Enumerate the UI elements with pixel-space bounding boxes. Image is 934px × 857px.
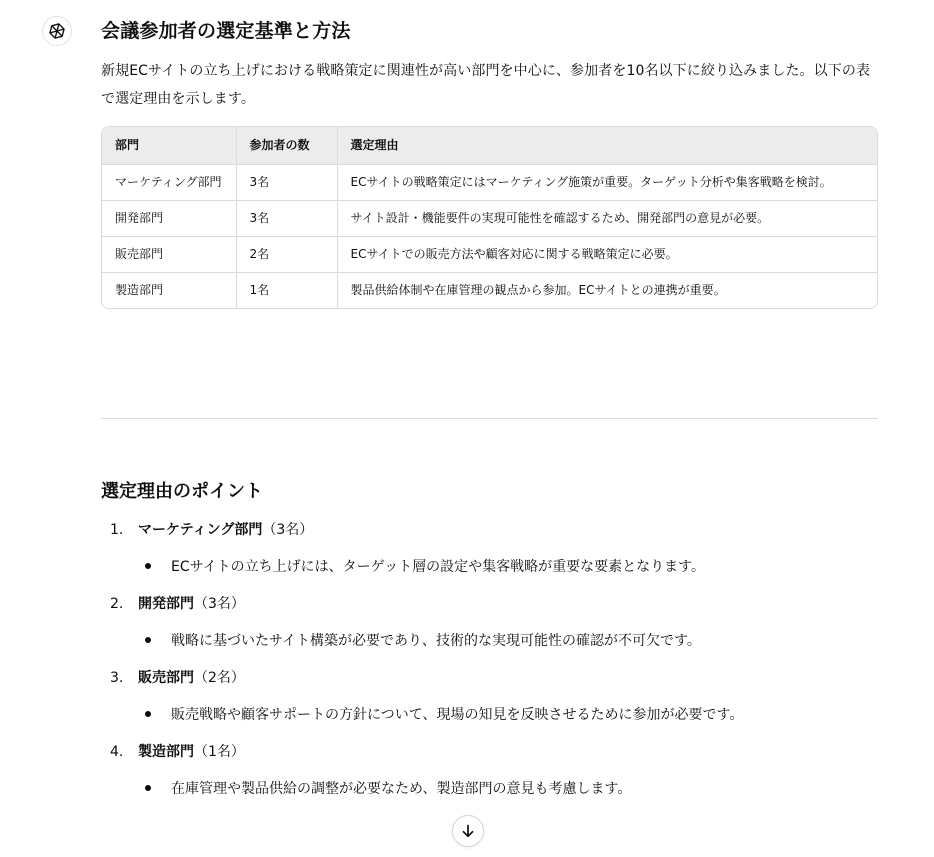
points-list — [101, 512, 878, 808]
item-detail: ECサイトの立ち上げには、ターゲット層の設定や集客戦略が重要な要素となります。 — [171, 559, 705, 575]
message-intro: 新規ECサイトの立ち上げにおける戦略策定に関連性が高い部門を中心に、参加者を10名以下に絞り込みました。以下の表で選定理由を示します。 — [101, 63, 871, 107]
table-row — [102, 165, 877, 201]
table-header-row — [102, 127, 877, 165]
scroll-to-bottom-button[interactable] — [452, 815, 484, 847]
header-count: 参加者の数 — [236, 127, 337, 165]
cell-department: 製造部門 — [102, 273, 236, 309]
cell-count: 3名 — [236, 201, 337, 237]
cell-reason: ECサイトでの販売方法や顧客対応に関する戦略策定に必要。 — [337, 237, 877, 273]
cell-reason: ECサイトの戦略策定にはマーケティング施策が重要。ターゲット分析や集客戦略を検討。 — [337, 165, 877, 201]
section-divider — [101, 418, 878, 419]
header-reason: 選定理由 — [337, 127, 877, 165]
cell-department: マーケティング部門 — [102, 165, 236, 201]
bullet-icon — [145, 563, 151, 569]
points-heading: 選定理由のポイント — [101, 481, 263, 502]
item-detail-row — [101, 622, 878, 660]
item-detail: 販売戦略や顧客サポートの方針について、現場の知見を反映させるために参加が必要です。 — [171, 707, 744, 723]
item-count: （2名） — [194, 670, 245, 686]
bullet-icon — [145, 785, 151, 791]
points-section — [101, 477, 878, 808]
cell-count: 2名 — [236, 237, 337, 273]
message-heading: 会議参加者の選定基準と方法 — [101, 20, 351, 42]
cell-department: 販売部門 — [102, 237, 236, 273]
list-item — [101, 512, 878, 586]
arrow-down-icon — [461, 824, 475, 838]
item-detail-row — [101, 770, 878, 808]
assistant-avatar — [42, 16, 72, 46]
participants-table — [101, 126, 878, 309]
item-number: 3. — [110, 670, 124, 686]
item-detail: 在庫管理や製品供給の調整が必要なため、製造部門の意見も考慮します。 — [171, 781, 632, 797]
cell-department: 開発部門 — [102, 201, 236, 237]
item-detail-row — [101, 548, 878, 586]
item-count: （3名） — [262, 522, 314, 538]
item-department: 販売部門 — [138, 670, 194, 686]
item-department: 開発部門 — [138, 596, 194, 612]
table-row — [102, 201, 877, 237]
header-department: 部門 — [102, 127, 236, 165]
cell-reason: サイト設計・機能要件の実現可能性を確認するため、開発部門の意見が必要。 — [337, 201, 877, 237]
item-detail-row — [101, 696, 878, 734]
assistant-message — [101, 14, 878, 309]
list-item — [101, 660, 878, 734]
item-detail: 戦略に基づいたサイト構築が必要であり、技術的な実現可能性の確認が不可欠です。 — [171, 633, 701, 649]
table-row — [102, 237, 877, 273]
item-department: マーケティング部門 — [138, 522, 263, 538]
list-item — [101, 734, 878, 808]
item-number: 2. — [110, 596, 124, 612]
item-number: 4. — [110, 744, 124, 760]
item-count: （1名） — [194, 744, 245, 760]
cell-count: 3名 — [236, 165, 337, 201]
cell-reason: 製品供給体制や在庫管理の観点から参加。ECサイトとの連携が重要。 — [337, 273, 877, 309]
item-count: （3名） — [194, 596, 245, 612]
bullet-icon — [145, 711, 151, 717]
bullet-icon — [145, 637, 151, 643]
item-department: 製造部門 — [138, 744, 194, 760]
item-number: 1. — [110, 522, 124, 538]
table-row — [102, 273, 877, 309]
list-item — [101, 586, 878, 660]
cell-count: 1名 — [236, 273, 337, 309]
openai-logo-icon — [47, 21, 67, 41]
